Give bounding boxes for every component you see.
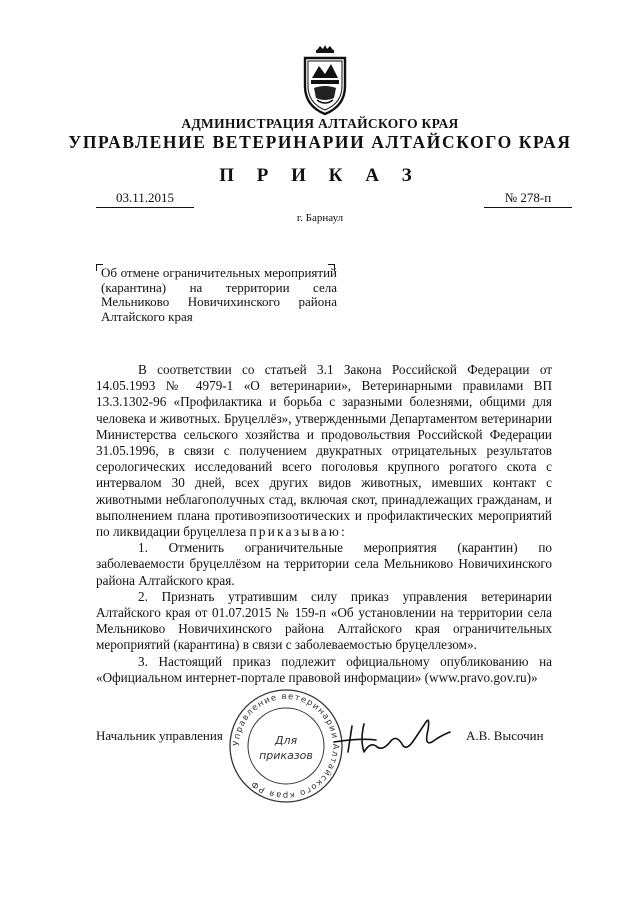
handwritten-signature-icon [330, 712, 470, 762]
body-item-1: 1. Отменить ограничительные мероприятия (карантин) по заболеваемости бруцеллёзом на территории села Мельниково Новичихинского района Алтайского края. [96, 540, 552, 588]
body-intro-paragraph [96, 362, 552, 540]
document-number: № 278-п [484, 190, 572, 208]
svg-text:приказов: приказов [259, 749, 313, 762]
body-item-3: 3. Настоящий приказ подлежит официальному опубликованию на «Официальном интернет-портале правовой информации» (www.pravo.gov.ru)» [96, 653, 552, 685]
document-body [96, 362, 552, 686]
body-item-2: 2. Признать утратившим силу приказ управления ветеринарии Алтайского края от 01.07.2015 № 159-п «Об установлении на территории села Мельниково Новичихинского района Алтайского края ограничительных мероприятий (карантина) в связи с заболеваемостью бруцеллезом». [96, 588, 552, 653]
coat-of-arms-icon [297, 44, 353, 118]
signer-position: Начальник управления [96, 728, 223, 743]
official-stamp-icon [226, 686, 346, 806]
svg-text:Управление ветеринарии Алтайск: Управление ветеринарии Алтайского края РФ [231, 691, 341, 801]
org-name-administration: АДМИНИСТРАЦИЯ АЛТАЙСКОГО КРАЯ [181, 116, 459, 131]
document-city: г. Барнаул [296, 212, 344, 224]
org-name-department: УПРАВЛЕНИЕ ВЕТЕРИНАРИИ АЛТАЙСКОГО КРАЯ [68, 132, 572, 152]
body-intro: В соответствии со статьей 3.1 Закона Российской Федерации от 14.05.1993 № 4979-1 «О ветеринарии», Ветеринарными правилами ВП 13.3.1302-96 «Профилактика и борьба с заразными болезнями, общими для человека и животных. Бруцеллёз», утвержденными Департаментом ветеринарии Министерства сельского хозяйства и продовольствия Российской Федерации 31.05.1996, в связи с получением двукратных отрицательных результатов серологических исследований всего поголовья крупного рогатого скота с интервалом 30 дней, всех других видов животных, имевших контакт с животными неблагополучных стад, включая скот, принадлежащих гражданам, и выполнением плана противоэпизоотических и профилактических мероприятий по ликвидации бруцеллеза [96, 362, 552, 540]
document-subject: Об отмене ограничительных мероприятий (карантина) на территории села Мельниково Новичихинского района Алтайского края [101, 265, 337, 324]
document-type: П Р И К А З [219, 165, 421, 186]
decree-word: приказываю: [249, 524, 348, 540]
signer-name: А.В. Высочин [466, 728, 544, 743]
svg-text:Для: Для [274, 734, 298, 747]
document-date: 03.11.2015 [96, 190, 194, 208]
